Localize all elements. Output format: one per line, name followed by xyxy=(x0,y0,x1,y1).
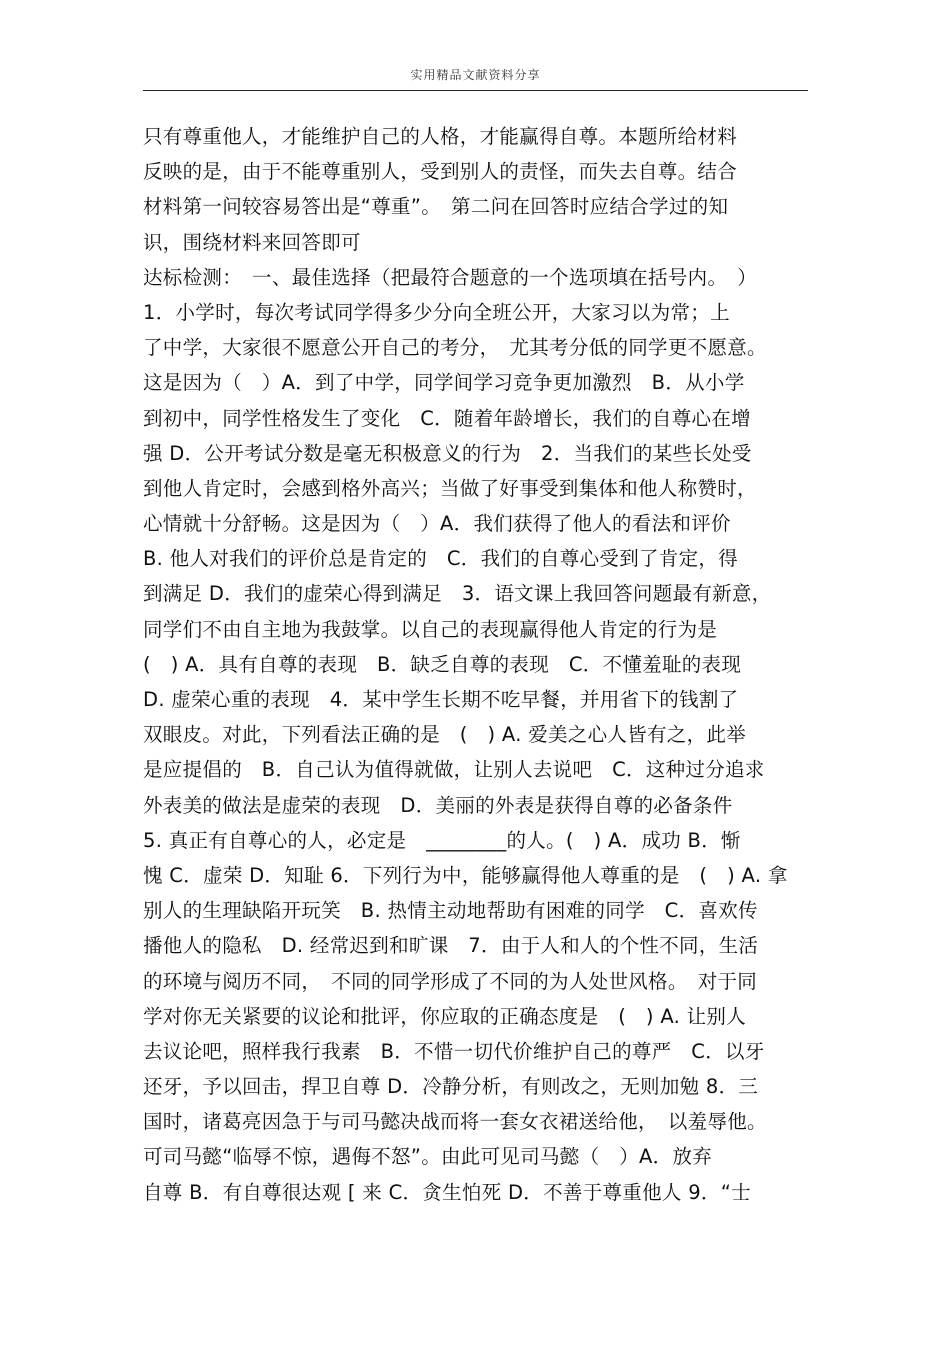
text-line: 去议论吧，照样我行我素 B．不惜一切代价维护自己的尊严 C．以牙 xyxy=(143,1039,765,1063)
text-line: 播他人的隐私 D. 经常迟到和旷课 7．由于人和人的个性不同，生活 xyxy=(143,934,759,958)
header-divider xyxy=(143,90,808,91)
text-line: 愧 C．虚荣 D．知耻 6．下列行为中，能够赢得他人尊重的是 ( ) A. 拿 xyxy=(143,863,788,887)
text-line: 5. 真正有自尊心的人，必定是 ________的人。( ) A．成功 B．惭 xyxy=(143,828,741,852)
text-line: 的环境与阅历不同， 不同的同学形成了不同的为人处世风格。 对于同 xyxy=(143,969,758,993)
text-line: 材料第一问较容易答出是“尊重”。 第二问在回答时应结合学过的知 xyxy=(143,195,729,219)
text-line: 国时，诸葛亮因急于与司马懿决战而将一套女衣裙送给他， 以羞辱他。 xyxy=(143,1110,767,1134)
text-line: 到满足 D．我们的虚荣心得到满足 3．语文课上我回答问题最有新意， xyxy=(143,582,772,606)
text-line: 1．小学时，每次考试同学得多少分向全班公开，大家习以为常；上 xyxy=(143,300,730,324)
page-header-title: 实用精品文献资料分享 xyxy=(410,68,541,82)
text-line: 这是因为（ ）A．到了中学，同学间学习竞争更加激烈 B．从小学 xyxy=(143,371,745,395)
text-line: 达标检测： 一、最佳选择（把最符合题意的一个选项填在括号内。 ） xyxy=(143,265,758,289)
text-line: 只有尊重他人，才能维护自己的人格，才能赢得自尊。本题所给材料 xyxy=(143,125,738,148)
text-line: B. 他人对我们的评价总是肯定的 C．我们的自尊心受到了肯定，得 xyxy=(143,547,738,571)
text-line: 到初中，同学性格发生了变化 C．随着年龄增长，我们的自尊心在增 xyxy=(143,406,751,430)
text-line: 是应提倡的 B．自己认为值得就做，让别人去说吧 C．这种过分追求 xyxy=(143,758,765,782)
text-line: 反映的是，由于不能尊重别人，受到别人的责怪，而失去自尊。结合 xyxy=(143,160,738,184)
text-line: 别人的生理缺陷开玩笑 B. 热情主动地帮助有困难的同学 C．喜欢传 xyxy=(143,899,758,923)
text-line: 识，围绕材料来回答即可 xyxy=(143,230,361,254)
text-line: D. 虚荣心重的表现 4．某中学生长期不吃早餐，并用省下的钱割了 xyxy=(143,688,739,711)
text-line: 心情就十分舒畅。这是因为（ ）A．我们获得了他人的看法和评价 xyxy=(143,512,731,536)
text-line: 双眼皮。对此，下列看法正确的是 ( ) A. 爱美之心人皆有之，此举 xyxy=(143,723,747,747)
text-line: 强 D．公开考试分数是毫无积极意义的行为 2．当我们的某些长处受 xyxy=(143,441,752,465)
text-line: 到他人肯定时，会感到格外高兴；当做了好事受到集体和他人称赞时， xyxy=(143,476,757,500)
text-line: ( ) A．具有自尊的表现 B．缺乏自尊的表现 C．不懂羞耻的表现 xyxy=(143,652,742,676)
text-line: 学对你无关紧要的议论和批评，你应取的正确态度是 ( ) A. 让别人 xyxy=(143,1004,747,1028)
text-line: 还牙，予以回击，捍卫自尊 D．冷静分析，有则改之，无则加勉 8．三 xyxy=(143,1075,759,1099)
text-line: 同学们不由自主地为我鼓掌。以自己的表现赢得他人肯定的行为是 xyxy=(143,617,718,641)
text-line: 了中学，大家很不愿意公开自己的考分， 尤其考分低的同学更不愿意。 xyxy=(143,336,767,360)
text-line: 自尊 B．有自尊很达观 [ 来 C．贪生怕死 D．不善于尊重他人 9．“士 xyxy=(143,1180,751,1204)
text-line: 可司马懿“临辱不惊，遇侮不怒”。由此可见司马懿（ ）A．放弃 xyxy=(143,1145,713,1169)
text-line: 外表美的做法是虚荣的表现 D．美丽的外表是获得自尊的必备条件 xyxy=(143,793,733,817)
document-body xyxy=(143,119,823,1210)
